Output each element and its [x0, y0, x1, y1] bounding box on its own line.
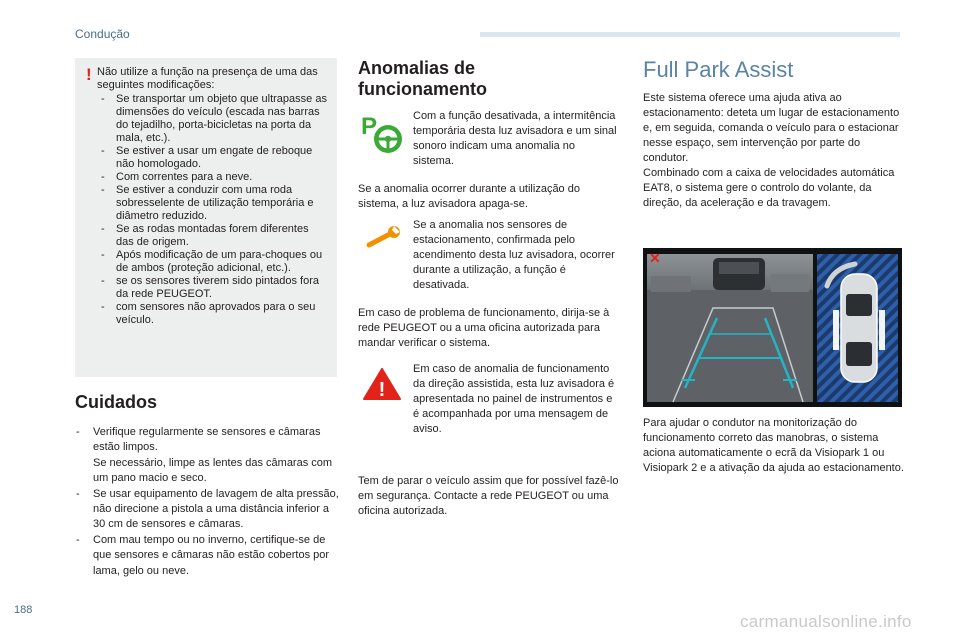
care-item: - Com mau tempo ou no inverno, certifique-se de que sensores e câmaras não estão cobertos por lama, gelo ou neve. [75, 533, 340, 579]
warning-exclamation-icon: ! [86, 65, 92, 84]
reversing-camera-screen-image [643, 248, 902, 407]
warning-item: - se os sensores tiverem sido pintados fora da rede PEUGEOT. [97, 275, 327, 301]
alert-mark: ! [378, 379, 386, 401]
warning-item: - com sensores não aprovados para o seu veículo. [97, 301, 327, 327]
anomalies-paragraph-1: Com a função desativada, a intermitência temporária desta luz avisadora e um sinal sonoro indicam uma anomalia no sistema. [413, 110, 617, 167]
warning-item: - Se as rodas montadas forem diferentes das de origem. [97, 223, 327, 249]
watermark: carmanualsonline.info [740, 612, 912, 631]
page-number: 188 [14, 604, 33, 616]
warning-box [75, 58, 337, 377]
warning-item: - Se estiver a conduzir com uma roda sobresselente de utilização temporária e diâmetro reduzido. [97, 184, 327, 223]
anomalies-title: Anomalias de funcionamento [358, 58, 487, 99]
wrench-icon [366, 225, 402, 249]
care-list [75, 425, 340, 579]
anomalies-paragraph-5: Em caso de anomalia de funcionamento da direção assistida, esta luz avisadora é apresentada no painel de instrumentos e é acompanhada por uma mensagem de aviso. [413, 363, 615, 435]
anomalies-paragraph-6: Tem de parar o veículo assim que for possível fazê-lo em segurança. Contacte a rede PEUGEOT ou uma oficina autorizada. [358, 475, 619, 517]
care-item: - Se usar equipamento de lavagem de alta pressão, não direcione a pistola a uma distância inferior a 30 cm de sensores e câmaras. [75, 487, 340, 533]
fpa-paragraph-1: Este sistema oferece uma ajuda ativa ao estacionamento: deteta um lugar de estacionamento e, em seguida, comanda o veículo para o estacionar nesse espaço, sem intervenção por parte do condutor. Combinado com a caixa de velocidades automática EAT8, o sistema gere o controlo do volante, da direção, da aceleração e da travagem. [643, 92, 900, 209]
warning-item: - Se transportar um objeto que ultrapasse as dimensões do veículo (escada nas barras do tejadilho, porta-bicicletas na porta da mala, etc.). [97, 93, 327, 145]
care-title: Cuidados [75, 392, 158, 412]
camera-close-icon: ✕ [649, 250, 661, 266]
warning-item: - Após modificação de um para-choques ou de ambos (proteção adicional, etc.). [97, 249, 327, 275]
warning-intro: Não utilize a função na presença de uma das seguintes modificações: [97, 66, 318, 91]
fpa-paragraph-2: Para ajudar o condutor na monitorização do funcionamento correto das manobras, o sistema aciona automaticamente o ecrã da Visiopark 1 ou Visiopark 2 e a ativação da ajuda ao estacionamento. [643, 417, 904, 474]
park-assist-fault-icon [360, 113, 404, 155]
park-letter: P [361, 113, 378, 140]
alert-triangle-icon [362, 367, 402, 401]
care-item: - Verifique regularmente se sensores e câmaras estão limpos. Se necessário, limpe as lentes das câmaras com um pano macio e seco. [75, 425, 340, 487]
header-bar [480, 32, 900, 37]
anomalies-paragraph-3: Se a anomalia nos sensores de estacionamento, confirmada pelo acendimento desta luz avisadora, ocorrer durante a utilização, a função é desativada. [413, 219, 615, 291]
warning-item: - Se estiver a usar um engate de reboque não homologado. [97, 145, 327, 171]
anomalies-paragraph-2: Se a anomalia ocorrer durante a utilização do sistema, a luz avisadora apaga-se. [358, 183, 580, 210]
anomalies-paragraph-4: Em caso de problema de funcionamento, dirija-se à rede PEUGEOT ou a uma oficina autorizada para mandar verificar o sistema. [358, 307, 610, 349]
full-park-assist-title: Full Park Assist [643, 57, 794, 82]
warning-list [97, 93, 327, 327]
section-header: Condução [75, 27, 130, 41]
warning-item: - Com correntes para a neve. [97, 171, 327, 184]
